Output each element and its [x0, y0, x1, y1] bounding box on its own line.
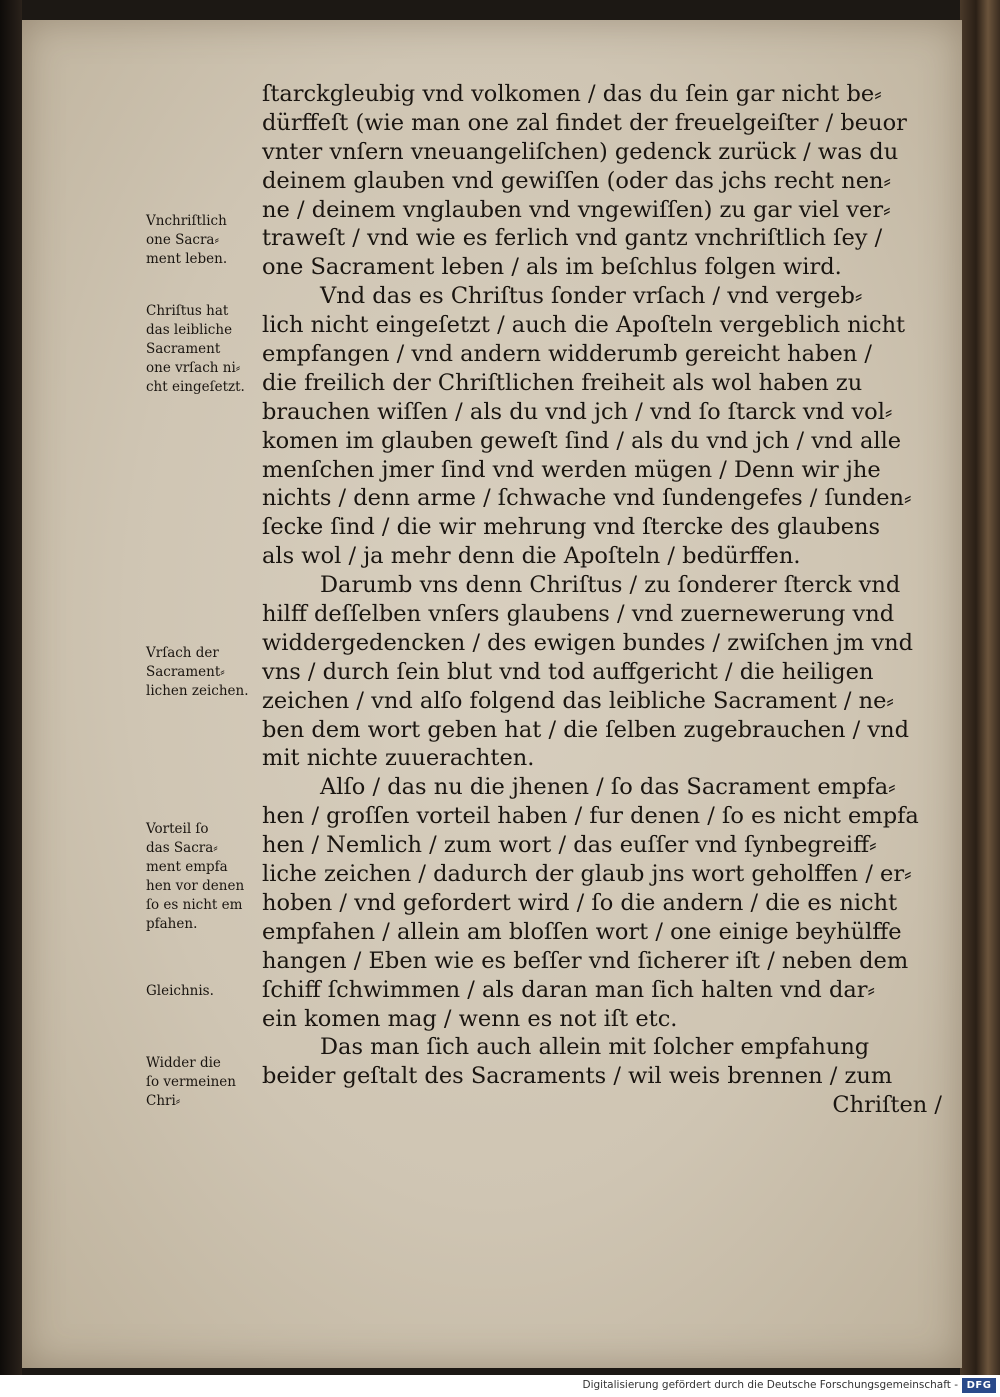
marginal-gloss: [146, 982, 294, 1001]
text-line: mit nichte zuuerachten.: [262, 745, 535, 772]
digitization-credit: Digitalisierung gefördert durch die Deutsche Forschungsgemeinschaft -: [582, 1379, 958, 1391]
text-line: widdergedencken / des ewigen bundes / zwiſchen jm vnd: [262, 629, 914, 656]
gloss-line: Chriſtus hat: [146, 303, 229, 319]
text-line: nichts / denn arme / ſchwache vnd ſundengefes / ſunden⸗: [262, 485, 912, 512]
text-line: die freilich der Chriſtlichen freiheit als wol haben zu: [262, 369, 863, 396]
gloss-line: Vorteil ſo: [146, 821, 209, 837]
text-line: hangen / Eben wie es beſſer vnd ſicherer iſt / neben dem: [262, 947, 909, 974]
catchword: Chriſten /: [832, 1092, 942, 1119]
marginal-gloss: [146, 1054, 294, 1111]
text-line: traweſt / vnd wie es ferlich vnd gantz vnchriſtlich ſey /: [262, 225, 883, 252]
text-line: Vnd das es Chriſtus ſonder vrſach / vnd vergeb⸗: [320, 283, 863, 310]
gloss-line: das leibliche: [146, 322, 233, 338]
gloss-line: Sacrament⸗: [146, 664, 225, 680]
gloss-line: one vrſach ni⸗: [146, 360, 241, 376]
dfg-logo: DFG: [962, 1378, 996, 1393]
text-line: ne / deinem vnglauben vnd vngewiſſen) zu gar viel ver⸗: [262, 196, 891, 223]
text-line: empfahen / allein am bloſſen wort / one einige beyhülffe: [262, 918, 902, 945]
text-line: als wol / ja mehr denn die Apoſteln / bedürffen.: [262, 543, 801, 570]
gloss-line: Sacrament: [146, 341, 221, 357]
text-line: komen im glauben geweſt ſind / als du vnd jch / vnd alle: [262, 427, 902, 454]
text-line: ſchiff ſchwimmen / als daran man ſich halten vnd dar⸗: [262, 976, 876, 1003]
text-line: ſecke ſind / die wir mehrung vnd ſtercke des glaubens: [262, 514, 881, 541]
text-line: deinem glauben vnd gewiſſen (oder das jchs recht nen⸗: [262, 167, 892, 194]
text-line: hilff deſſelben vnſers glaubens / vnd zuernewerung vnd: [262, 601, 895, 628]
text-line: Alſo / das nu die jhenen / ſo das Sacrament empfa⸗: [320, 774, 896, 801]
text-line: hen / groſſen vorteil haben / fur denen / ſo es nicht empfa: [262, 803, 919, 830]
gloss-line: ſo es nicht em: [146, 897, 243, 913]
gloss-line: lichen zeichen.: [146, 683, 249, 699]
text-line: menſchen jmer ſind vnd werden mügen / Denn wir jhe: [262, 456, 881, 483]
gloss-line: Widder die: [146, 1055, 221, 1071]
book-spine: [960, 0, 1000, 1375]
gloss-line: hen vor denen: [146, 878, 245, 894]
gloss-line: pfahen.: [146, 916, 198, 932]
gloss-line: ſo vermeinen: [146, 1074, 236, 1090]
gloss-line: das Sacra⸗: [146, 840, 218, 856]
scan-left-edge: [0, 0, 22, 1375]
text-line: one Sacrament leben / als im beſchlus folgen wird.: [262, 254, 842, 281]
gloss-line: one Sacra⸗: [146, 232, 219, 248]
marginal-gloss: [146, 302, 294, 397]
text-line: ein komen mag / wenn es not iſt etc.: [262, 1005, 678, 1032]
main-text-block: [262, 80, 942, 1120]
gloss-line: Chri⸗: [146, 1093, 181, 1109]
text-line: vnter vnſern vneuangeliſchen) gedenck zurück / was du: [262, 138, 899, 165]
text-line: ben dem wort geben hat / die ſelben zugebrauchen / vnd: [262, 716, 910, 743]
text-line: hoben / vnd gefordert wird / ſo die andern / die es nicht: [262, 889, 898, 916]
marginal-gloss: [146, 820, 294, 934]
text-line: Das man ſich auch allein mit ſolcher empfahung: [320, 1034, 870, 1061]
text-line: dürffeſt (wie man one zal findet der freuelgeiſter / beuor: [262, 109, 907, 136]
gloss-line: Gleichnis.: [146, 983, 214, 999]
text-line: hen / Nemlich / zum wort / das euſſer vnd ſynbegreiff⸗: [262, 832, 877, 859]
text-line: Darumb vns denn Chriſtus / zu ſonderer ſterck vnd: [320, 572, 901, 599]
marginal-gloss: [146, 212, 294, 269]
marginal-gloss: [146, 644, 294, 701]
text-line: beider geſtalt des Sacraments / wil weis brennen / zum: [262, 1063, 893, 1090]
gloss-line: Vnchriſtlich: [146, 213, 227, 229]
gloss-line: ment leben.: [146, 251, 228, 267]
text-line: lich nicht eingeſetzt / auch die Apoſteln vergeblich nicht: [262, 312, 906, 339]
text-line: vns / durch ſein blut vnd tod auffgericht / die heiligen: [262, 658, 874, 685]
text-line: empfangen / vnd andern widderumb gereicht haben /: [262, 341, 872, 368]
text-line: brauchen wiſſen / als du vnd jch / vnd ſo ſtarck vnd vol⸗: [262, 398, 893, 425]
text-line: ſtarckgleubig vnd volkomen / das du ſein gar nicht be⸗: [262, 81, 882, 107]
gloss-line: Vrſach der: [146, 645, 219, 661]
gloss-line: ment empfa: [146, 859, 228, 875]
gloss-line: cht eingeſetzt.: [146, 379, 245, 395]
text-line: zeichen / vnd alſo folgend das leibliche Sacrament / ne⸗: [262, 687, 894, 714]
text-line: liche zeichen / dadurch der glaub jns wort geholffen / er⸗: [262, 861, 912, 888]
